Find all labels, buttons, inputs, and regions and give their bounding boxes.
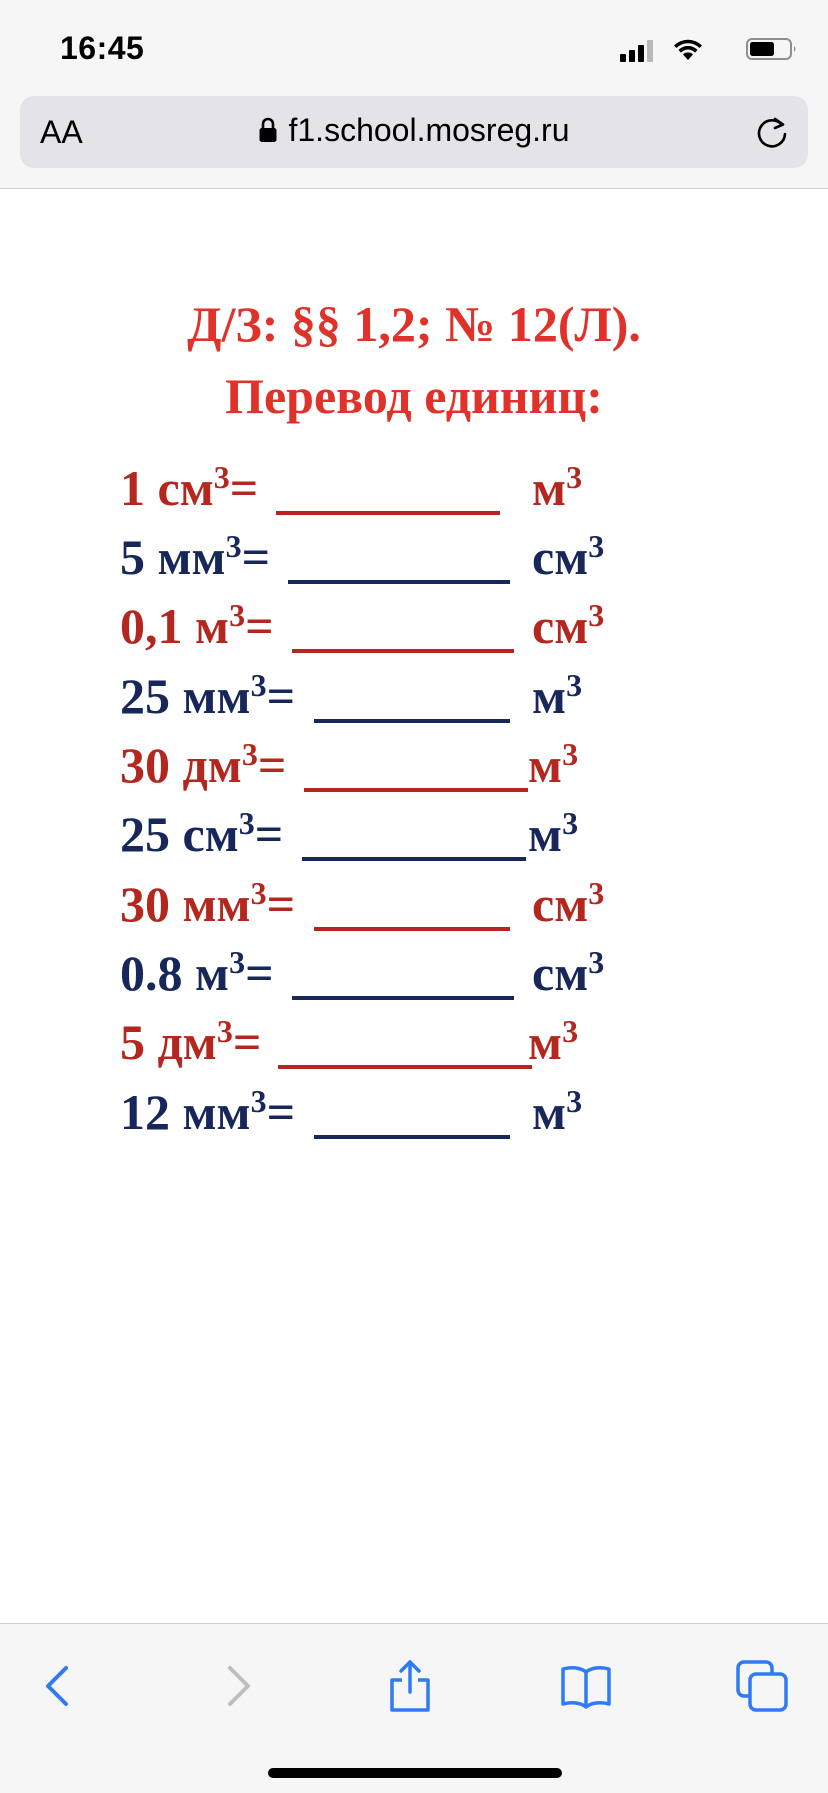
status-icons [598,36,798,62]
exercise-value: 1 см [120,460,214,516]
target-unit-label: м [532,460,567,516]
answer-blank-line [292,649,514,653]
browser-top-bar [0,0,828,189]
forward-icon[interactable] [208,1658,264,1714]
target-unit-label: м [528,737,563,793]
exercise-row [120,1083,583,1140]
target-unit [532,528,605,585]
target-unit [528,805,579,862]
equals-sign: = [266,668,296,724]
answer-blank-line [288,580,510,584]
exercise-value: 0.8 м [120,945,230,1001]
text-size-label: AA [40,114,83,150]
target-unit [532,667,583,724]
answer-blank-line [292,996,514,1000]
cube-superscript: 3 [238,805,255,841]
target-unit [528,736,579,793]
target-unit [528,1013,579,1070]
equals-sign: = [241,529,271,585]
target-unit-label: м [528,1014,563,1070]
cube-superscript: 3 [562,736,579,772]
cube-superscript: 3 [562,1013,579,1049]
equals-sign: = [245,945,274,1001]
cube-superscript: 3 [229,597,246,633]
target-unit [532,459,583,516]
target-unit-label: м [528,806,563,862]
exercise-value: 0,1 м [120,598,230,654]
target-unit [532,1083,583,1140]
answer-blank-line [304,788,528,792]
conversion-title: Перевод единиц: [225,368,603,424]
exercise-row [120,805,579,862]
equals-sign: = [266,876,296,932]
answer-blank-line [276,511,500,515]
target-unit-label: см [532,876,589,932]
cube-superscript: 3 [566,1083,583,1119]
cube-superscript: 3 [566,667,583,703]
exercise-value: 30 дм [120,737,242,793]
back-icon[interactable] [32,1658,88,1714]
page-content [0,189,828,1623]
answer-blank-line [278,1065,532,1069]
cube-superscript: 3 [588,597,605,633]
cube-superscript: 3 [562,805,579,841]
cube-superscript: 3 [225,528,242,564]
equals-sign: = [254,806,284,862]
target-unit-label: см [532,529,589,585]
exercise-row [120,736,579,793]
share-icon[interactable] [382,1658,438,1714]
exercise-value: 12 мм [120,1084,251,1140]
reload-icon[interactable] [752,112,792,152]
cube-superscript: 3 [250,667,267,703]
target-unit-label: см [532,598,589,654]
cube-superscript: 3 [566,459,583,495]
address-bar[interactable] [20,96,808,168]
cube-superscript: 3 [250,1083,267,1119]
cube-superscript: 3 [250,875,267,911]
target-unit-label: м [532,1084,567,1140]
exercise-value: 5 мм [120,529,226,585]
battery-icon [746,38,798,60]
exercise-row [120,875,605,932]
answer-blank-line [314,719,510,723]
home-indicator [268,1768,562,1778]
exercise-value: 5 дм [120,1014,217,1070]
equals-sign: = [229,460,259,516]
answer-blank-line [302,857,526,861]
target-unit-label: м [532,668,567,724]
url-text: f1.school.mosreg.ru [288,112,570,148]
homework-title: Д/З: §§ 1,2; № 12(Л). [187,296,641,352]
exercise-value: 25 см [120,806,239,862]
target-unit [532,944,605,1001]
cube-superscript: 3 [588,944,605,980]
bookmarks-icon[interactable] [558,1658,614,1714]
exercise-row [120,1013,579,1070]
equals-sign: = [266,1084,296,1140]
exercise-row [120,944,605,1001]
cube-superscript: 3 [588,528,605,564]
cube-superscript: 3 [588,875,605,911]
status-time: 16:45 [60,30,145,66]
target-unit-label: см [532,945,589,1001]
lock-icon [258,116,278,144]
exercise-row [120,528,605,585]
cube-superscript: 3 [213,459,230,495]
target-unit [532,875,605,932]
tabs-icon[interactable] [734,1658,790,1714]
exercise-row [120,459,583,516]
equals-sign: = [245,598,274,654]
equals-sign: = [232,1014,262,1070]
url-field[interactable] [20,112,808,149]
cube-superscript: 3 [216,1013,233,1049]
cellular-signal-icon [620,38,656,62]
browser-bottom-toolbar [0,1623,828,1793]
exercise-value: 30 мм [120,876,251,932]
answer-blank-line [314,927,510,931]
exercise-row [120,597,605,654]
target-unit [532,597,605,654]
cube-superscript: 3 [229,944,246,980]
cube-superscript: 3 [241,736,258,772]
equals-sign: = [257,737,287,793]
exercise-row [120,667,583,724]
exercise-value: 25 мм [120,668,251,724]
answer-blank-line [314,1135,510,1139]
wifi-icon [672,36,704,62]
